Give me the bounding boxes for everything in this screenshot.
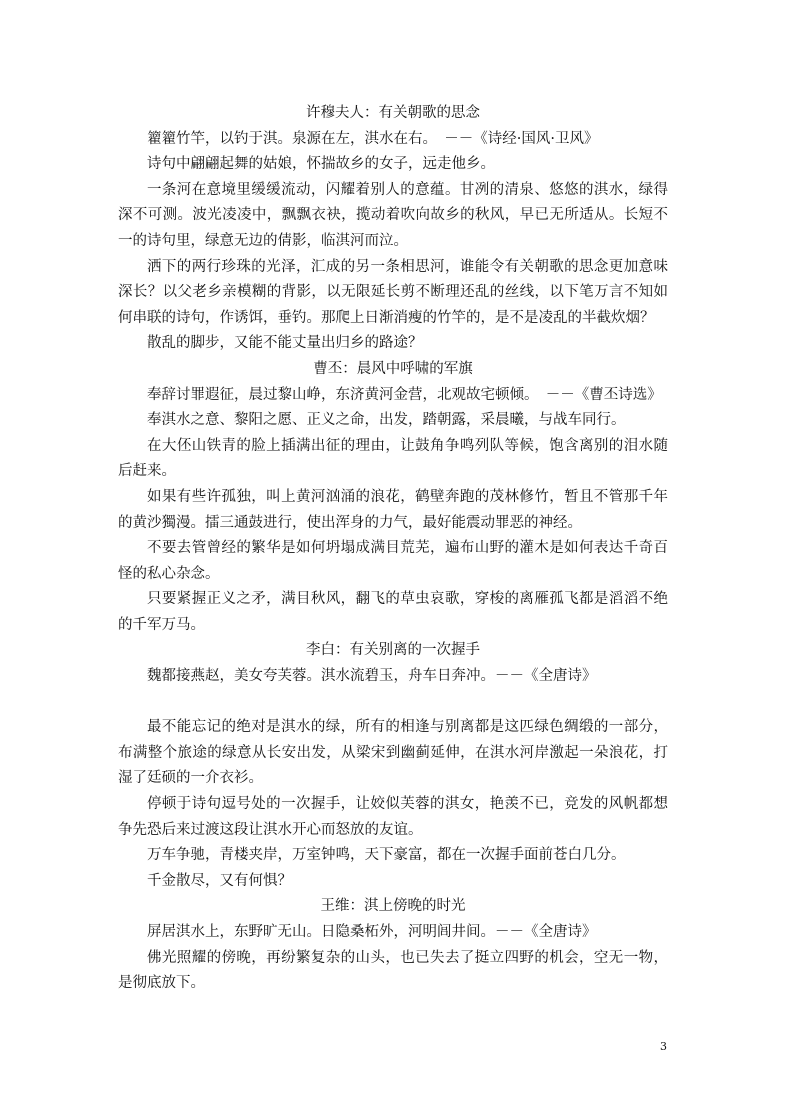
blank-line: [118, 690, 668, 716]
paragraph: 一条河在意境里缓缓流动，闪耀着别人的意蕴。甘冽的清泉、悠悠的淇水，绿得深不可测。波光凌凌中，飘飘衣袂，揽动着吹向故乡的秋风，早已无所适从。长短不一的诗句里，绿意无边的倩影，临淇河而泣。: [118, 181, 668, 249]
paragraph: 洒下的两行珍珠的光泽，汇成的另一条相思河，谁能令有关朝歌的思念更加意味深长？以父老乡亲模糊的背影，以无限延长剪不断理还乱的丝线，以下笔万言不知如何串联的诗句，作诱饵，垂钓。那爬上日渐消瘦的竹竿的，是不是凌乱的半截炊烟？: [118, 258, 668, 326]
epigraph: 奉辞讨罪遐征，晨过黎山峥，东济黄河金营，北观故宅顿倾。 －－《曹丕诗选》: [147, 386, 662, 403]
paragraph: 如果有些许孤独，叫上黄河汹涌的浪花，鹤壁奔跑的茂林修竹，暂且不管那千年的黄沙獨漫。擂三通鼓进行，使出浑身的力气，最好能震动罪恶的神经。: [118, 488, 668, 531]
section-li-bai: [118, 638, 668, 894]
epigraph: 屏居淇水上，东野旷无山。日隐桑柘外，河明闾井间。－－《全唐诗》: [147, 924, 597, 940]
epigraph: 魏都接燕赵，美女夸芙蓉。淇水流碧玉，舟车日奔冲。－－《全唐诗》: [147, 668, 597, 685]
section-heading: 王维：淇上傍晚的时光: [320, 898, 466, 915]
paragraph: 只要紧握正义之矛，满目秋风，翻飞的草虫哀歌，穿梭的离雁孤飞都是滔滔不绝的千军万马。: [118, 591, 668, 633]
paragraph: 佛光照耀的傍晚，再纷繁复杂的山头，也已失去了挺立四野的机会，空无一物，是彻底放下。: [118, 949, 668, 992]
section-heading: 李白：有关别离的一次握手: [306, 642, 480, 659]
paragraph: 散乱的脚步，又能不能丈量出归乡的路途？: [147, 335, 423, 352]
page-number: 3: [660, 1040, 667, 1053]
paragraph: 诗句中翩翩起舞的姑娘，怀揣故乡的女子，远走他乡。: [147, 156, 495, 173]
paragraph: 万车争驰，青楼夹岸，万室钟鸣，天下豪富，都在一次握手面前苍白几分。: [147, 847, 626, 864]
paragraph: 停顿于诗句逗号处的一次握手，让姣似芙蓉的淇女，艳羡不已，竞发的风帆都想争先恐后来过渡这段让淇水开心而怒放的友谊。: [118, 796, 668, 838]
section-cao-pi: [118, 357, 668, 639]
section-heading: 许穆夫人：有关朝歌的思念: [306, 105, 480, 121]
section-wang-wei: [118, 894, 668, 996]
section-heading: 曹丕：晨风中呼啸的军旗: [313, 360, 473, 377]
paragraph: 在大伾山铁青的脸上插满出征的理由，让鼓角争鸣列队等候，饱含离别的泪水随后赶来。: [118, 437, 668, 480]
paragraph: 不要去管曾经的繁华是如何坍塌成满目荒芜，遍布山野的灌木是如何表达千奇百怪的私心杂念。: [118, 540, 668, 582]
paragraph: 奉淇水之意、黎阳之愿、正义之命，出发，踏朝露，采晨曦，与战车同行。: [147, 412, 626, 429]
section-xu-mu-fu-ren: [118, 101, 668, 357]
paragraph: 千金散尽，又有何惧？: [147, 872, 292, 889]
document-body: [118, 101, 668, 997]
paragraph: 最不能忘记的绝对是淇水的绿，所有的相逢与别离都是这匹绿色绸缎的一部分，布满整个旅途的绿意从长安出发，从梁宋到幽蓟延伸，在淇水河岸激起一朵浪花，打湿了廷硕的一介衣衫。: [118, 719, 668, 787]
epigraph: 籊籊竹竿，以钓于淇。泉源在左，淇水在右。 －－《诗经·国风·卫风》: [147, 130, 599, 147]
